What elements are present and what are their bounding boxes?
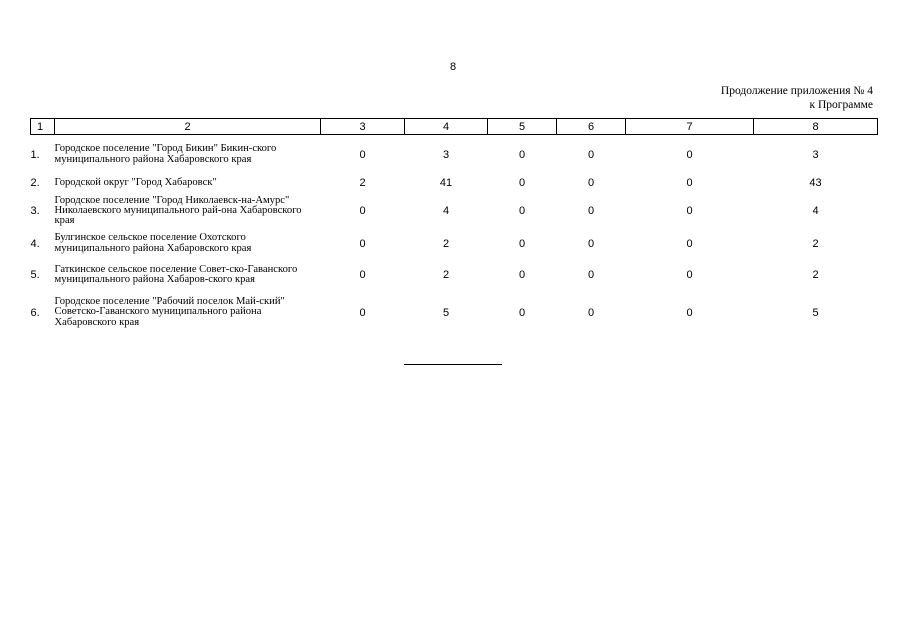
- table-cell: 0: [686, 148, 693, 161]
- column-header: 7: [626, 119, 754, 135]
- table-row: [31, 135, 878, 175]
- table-cell: 0: [587, 205, 595, 217]
- table-cell: 3: [442, 148, 450, 161]
- table-cell: 0: [518, 148, 526, 161]
- table-cell: 0: [359, 269, 366, 281]
- table-cell: 0: [587, 269, 595, 281]
- table-cell: 0: [587, 237, 595, 250]
- column-header: 4: [405, 119, 488, 135]
- row-number: 5.: [30, 269, 40, 281]
- settlement-name: Городское поселение "Город Николаевск-на-Амурс" Николаевского муниципального рай-она Хабаровского края: [54, 194, 302, 227]
- table-cell: 5: [812, 306, 819, 319]
- column-header: 3: [321, 119, 405, 135]
- table-cell: 4: [442, 205, 450, 217]
- table-cell: 0: [518, 269, 526, 281]
- settlement-name: Городское поселение "Город Бикин" Бикин-ского муниципального района Хабаровского края: [54, 143, 277, 165]
- table-cell: 2: [812, 269, 819, 281]
- table-cell: 0: [518, 237, 526, 250]
- column-header: 2: [55, 119, 321, 135]
- column-header: 6: [557, 119, 626, 135]
- table-cell: 0: [359, 205, 366, 217]
- end-divider-line: [404, 364, 502, 365]
- table-cell: 0: [587, 148, 595, 161]
- table-row: [31, 257, 878, 294]
- row-number: 3.: [30, 205, 40, 217]
- table-cell: 2: [812, 237, 819, 250]
- table-cell: 41: [439, 177, 453, 189]
- table-cell: 0: [359, 306, 366, 319]
- table-cell: 43: [809, 177, 822, 189]
- table-cell: 0: [518, 205, 526, 217]
- table-cell: 0: [686, 205, 693, 217]
- data-table: [30, 118, 878, 332]
- table-cell: 0: [686, 306, 693, 319]
- column-header: 1: [31, 119, 55, 135]
- table-cell: 4: [812, 205, 819, 217]
- column-header: 8: [754, 119, 878, 135]
- table-cell: 5: [442, 306, 450, 319]
- page-number: 8: [449, 61, 457, 73]
- table-cell: 3: [812, 148, 819, 161]
- row-number: 1.: [30, 148, 40, 161]
- column-header: 5: [488, 119, 557, 135]
- settlement-name: Городской округ "Город Хабаровск": [54, 176, 217, 188]
- settlement-name: Булгинское сельское поселение Охотского муниципального района Хабаровского края: [54, 232, 252, 254]
- appendix-subtitle: к Программе: [809, 98, 873, 111]
- table-cell: 2: [442, 269, 450, 281]
- table-row: [31, 175, 878, 192]
- table-row: [31, 294, 878, 332]
- table-row: [31, 231, 878, 257]
- table-cell: 2: [442, 237, 450, 250]
- appendix-note: [721, 85, 873, 112]
- settlement-name: Гаткинское сельское поселение Совет-ско-Гаванского муниципального района Хабаров-ского края: [54, 263, 298, 285]
- table-cell: 0: [587, 306, 595, 319]
- table-cell: 0: [686, 177, 693, 189]
- row-number: 4.: [30, 237, 40, 250]
- table-row: [31, 192, 878, 231]
- table-cell: 0: [587, 177, 595, 189]
- row-number: 6.: [30, 306, 40, 319]
- table-cell: 0: [518, 177, 526, 189]
- table-cell: 0: [518, 306, 526, 319]
- header-row: [31, 119, 878, 135]
- appendix-title: Продолжение приложения № 4: [720, 85, 873, 97]
- table-cell: 0: [686, 237, 693, 250]
- table-cell: 2: [359, 177, 366, 189]
- table-cell: 0: [359, 148, 366, 161]
- settlement-name: Городское поселение "Рабочий поселок Май-ский" Советско-Гаванского муниципального района Хабаровского края: [54, 296, 285, 328]
- table-cell: 0: [359, 237, 366, 250]
- table-cell: 0: [686, 269, 693, 281]
- row-number: 2.: [30, 177, 40, 189]
